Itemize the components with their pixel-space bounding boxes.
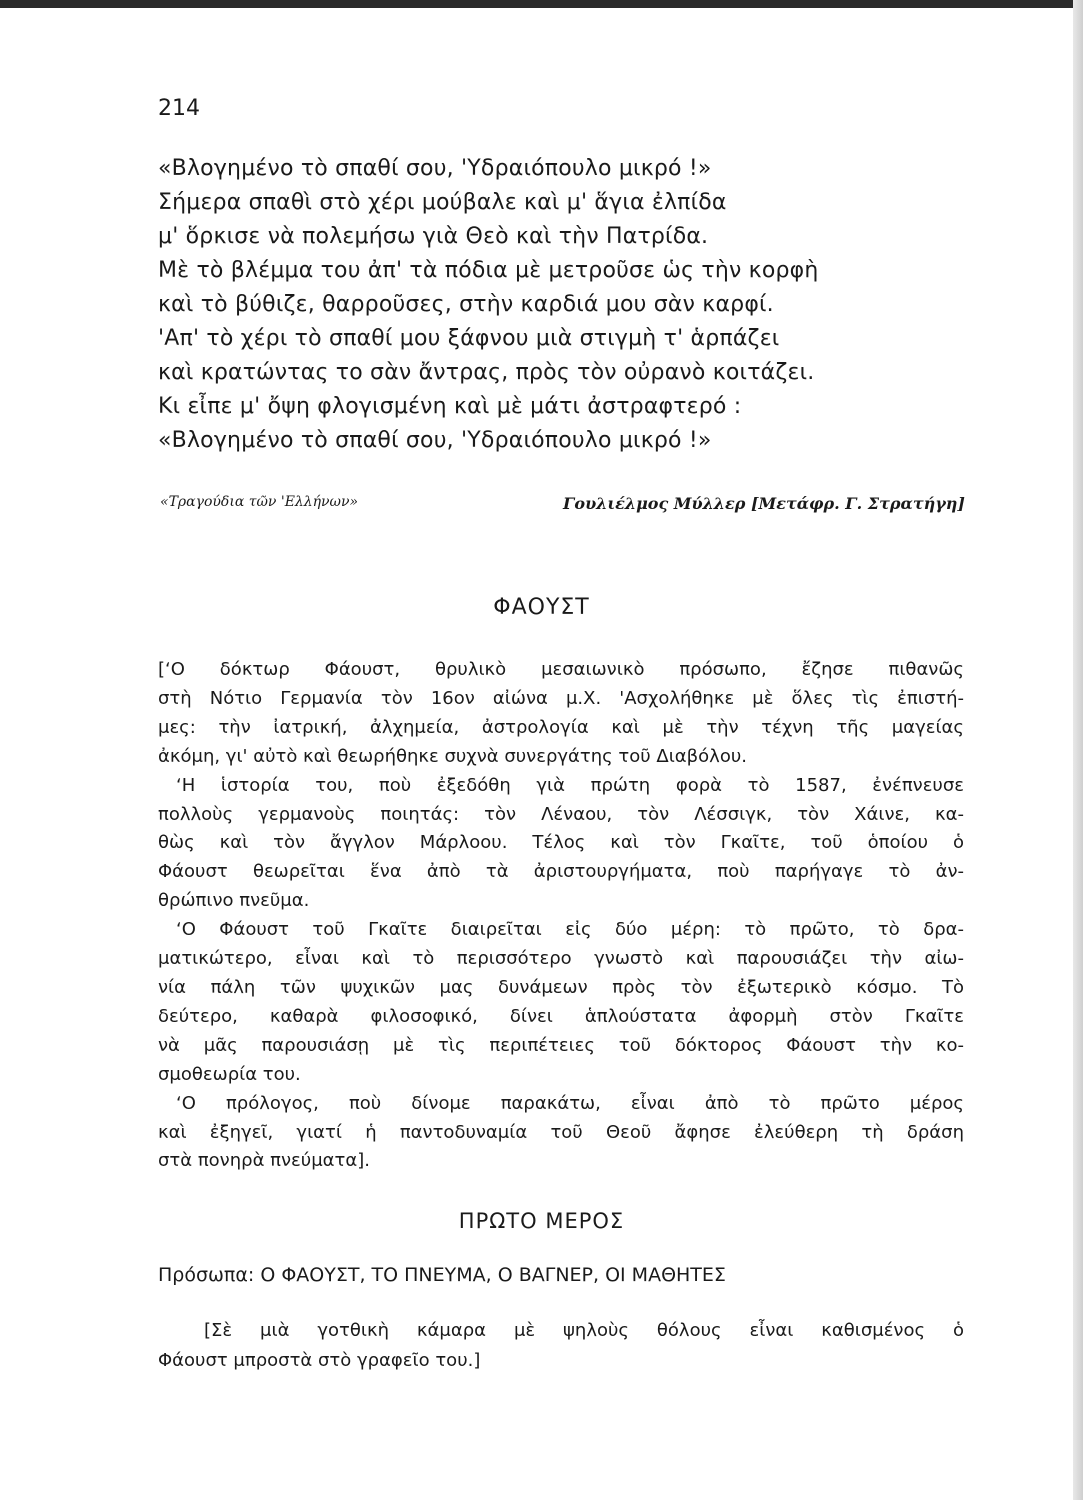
intro-line: στὴ Νότιο Γερμανία τὸν 16ον αἰώνα μ.Χ. 'Ασχολήθηκε μὲ ὅλες τὶς ἐπιστή- [158, 687, 964, 709]
poem-line: 'Απ' τὸ χέρι τὸ σπαθί μου ξάφνου μιὰ στιγμὴ τ' ἁρπάζει [158, 326, 780, 351]
stage-directions [158, 1316, 964, 1376]
characters-list: Πρόσωπα: Ο ΦΑΟΥΣΤ, ΤΟ ΠΝΕΥΜΑ, Ο ΒΑΓΝΕΡ, ΟΙ ΜΑΘΗΤΕΣ [158, 1264, 726, 1286]
page-top-edge [0, 0, 1083, 8]
intro-line: νία πάλη τῶν ψυχικῶν μας δυνάμεων πρὸς τὸν ἐξωτερικὸ κόσμο. Τὸ [158, 976, 964, 998]
intro-line: ἀκόμη, γι' αὐτὸ καὶ θεωρήθηκε συχνὰ συνεργάτης τοῦ Διαβόλου. [158, 745, 747, 767]
intro-line: θὼς καὶ τὸν ἄγγλον Μάρλοου. Τέλος καὶ τὸν Γκαῖτε, τοῦ ὁποίου ὁ [158, 832, 964, 854]
intro-text [158, 656, 964, 1176]
intro-line: θρώπινο πνεῦμα. [158, 890, 310, 912]
citation-source: «Τραγούδια τῶν 'Ελλήνων» [160, 494, 359, 510]
intro-line: ʻΟ πρόλογος, ποὺ δίνομε παρακάτω, εἶναι ἀπὸ τὸ πρῶτο μέρος [176, 1092, 964, 1114]
poem-line: «Βλογημένο τὸ σπαθί σου, 'Υδραιόπουλο μικρό !» [158, 428, 712, 453]
intro-line: δεύτερο, καθαρὰ φιλοσοφικό, δίνει ἁπλούστατα ἀφορμὴ στὸν Γκαῖτε [158, 1005, 964, 1027]
citation-author: Γουλιέλμος Μύλλερ [Μετάφρ. Γ. Στρατήγη] [563, 494, 965, 513]
stage-line: Φάουστ μπροστὰ στὸ γραφεῖο του.] [158, 1350, 481, 1371]
intro-line: Φάουστ θεωρεῖται ἕνα ἀπὸ τὰ ἀριστουργήματα, ποὺ παρήγαγε τὸ ἀν- [158, 861, 964, 883]
poem-line: μ' ὅρκισε νὰ πολεμήσω γιὰ Θεὸ καὶ τὴν Πατρίδα. [158, 224, 709, 249]
intro-line: νὰ μᾶς παρουσιάσῃ μὲ τὶς περιπέτειες τοῦ δόκτορος Φάουστ τὴν κο- [158, 1034, 964, 1056]
stage-line: [Σὲ μιὰ γοτθικὴ κάμαρα μὲ ψηλοὺς θόλους εἶναι καθισμένος ὁ [204, 1320, 964, 1341]
poem-line: καὶ κρατώντας το σὰν ἄντρας, πρὸς τὸν οὐρανὸ κοιτάζει. [158, 360, 815, 385]
poem-line: Κι εἶπε μ' ὄψη φλογισμένη καὶ μὲ μάτι ἀστραφτερό : [158, 394, 742, 419]
intro-line: ʻΟ Φάουστ τοῦ Γκαῖτε διαιρεῖται εἰς δύο μέρη: τὸ πρῶτο, τὸ δρα- [176, 919, 964, 941]
intro-line: στὰ πονηρὰ πνεύματα]. [158, 1150, 370, 1172]
intro-line: ματικώτερο, εἶναι καὶ τὸ περισσότερο γνωστὸ καὶ παρουσιάζει τὴν αἰω- [158, 948, 964, 970]
intro-line: σμοθεωρία του. [158, 1063, 301, 1085]
intro-line: πολλοὺς γερμανοὺς ποιητάς: τὸν Λέναου, τὸν Λέσσιγκ, τὸν Χάινε, κα- [158, 803, 964, 825]
page-number: 214 [158, 96, 200, 121]
poem [158, 152, 988, 458]
intro-line: μες: τὴν ἰατρική, ἀλχημεία, ἀστρολογία καὶ μὲ τὴν τέχνη τῆς μαγείας [158, 716, 964, 738]
page-binding-edge [1073, 0, 1083, 1500]
intro-line: καὶ ἐξηγεῖ, γιατί ἡ παντοδυναμία τοῦ Θεοῦ ἄφησε ἐλεύθερη τὴ δράση [158, 1121, 964, 1143]
poem-line: καὶ τὸ βύθιζε, θαρροῦσες, στὴν καρδιά μου σὰν καρφί. [158, 292, 774, 317]
poem-line: «Βλογημένο τὸ σπαθί σου, 'Υδραιόπουλο μικρό !» [158, 156, 712, 181]
intro-line: [ʻΟ δόκτωρ Φάουστ, θρυλικὸ μεσαιωνικὸ πρόσωπο, ἔζησε πιθανῶς [158, 659, 964, 680]
poem-line: Μὲ τὸ βλέμμα του ἀπ' τὰ πόδια μὲ μετροῦσε ὡς τὴν κορφὴ [158, 258, 819, 283]
intro-line: ʻΗ ἱστορία του, ποὺ ἐξεδόθη γιὰ πρώτη φορὰ τὸ 1587, ἐνέπνευσε [176, 774, 964, 796]
section-title: ΦΑΟΥΣΤ [493, 595, 590, 620]
part-title: ΠΡΩΤΟ ΜΕΡΟΣ [458, 1209, 625, 1233]
poem-line: Σήμερα σπαθὶ στὸ χέρι μούβαλε καὶ μ' ἅγια ἐλπίδα [158, 190, 727, 215]
